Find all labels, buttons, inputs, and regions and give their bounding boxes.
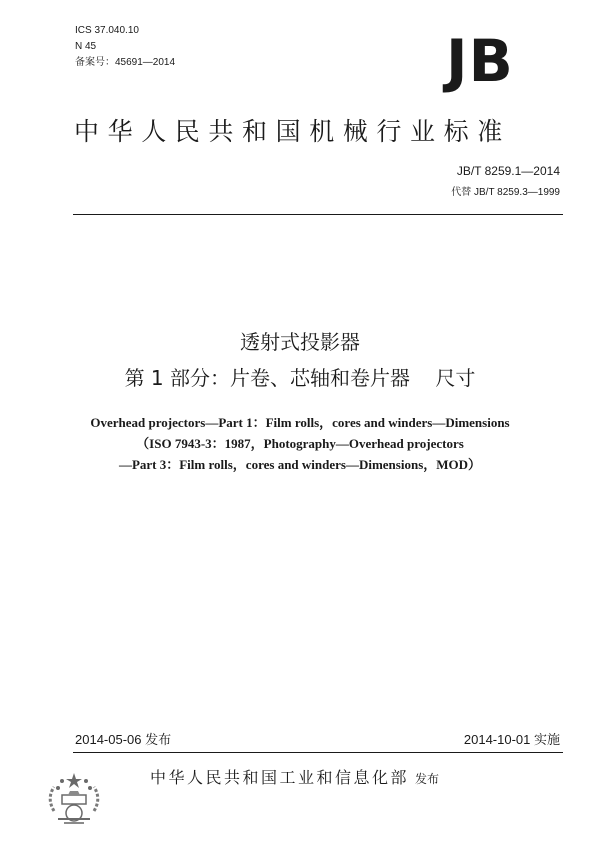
jb-logo: JB: [446, 27, 514, 95]
title-en-line3: —Part 3：Film rolls，cores and winders—Dimensions，MOD）: [118, 457, 482, 472]
effective-date: 2014-10-01 实施: [463, 732, 560, 747]
issue-date: 2014-05-06 发布: [75, 732, 172, 747]
standard-number: JB/T 8259.1—2014: [456, 164, 560, 178]
issuer-name: 中华人民共和国工业和信息化部: [150, 768, 410, 787]
ccs-code: N 45: [75, 41, 97, 52]
bottom-divider: [73, 752, 563, 753]
title-zh-line1: 透射式投影器: [240, 330, 360, 354]
standard-title: 中华人民共和国机械行业标准: [74, 117, 511, 146]
issuer-suffix: 发布: [415, 772, 440, 786]
top-divider: [73, 214, 563, 215]
title-en-line2: （ISO 7943-3：1987，Photography—Overhead projectors: [136, 436, 464, 451]
title-en-line1: Overhead projectors—Part 1：Film rolls，cores and winders—Dimensions: [90, 415, 510, 430]
issuer: [150, 765, 439, 788]
ics-code: ICS 37.040.10: [75, 25, 139, 36]
title-zh-line2: 第 1 部分：片卷、芯轴和卷片器 尺寸: [124, 366, 476, 390]
replaces-standard: 代替 JB/T 8259.3—1999: [451, 187, 560, 198]
national-emblem-icon: [40, 771, 108, 834]
filing-number: 备案号：45691—2014: [75, 57, 176, 68]
